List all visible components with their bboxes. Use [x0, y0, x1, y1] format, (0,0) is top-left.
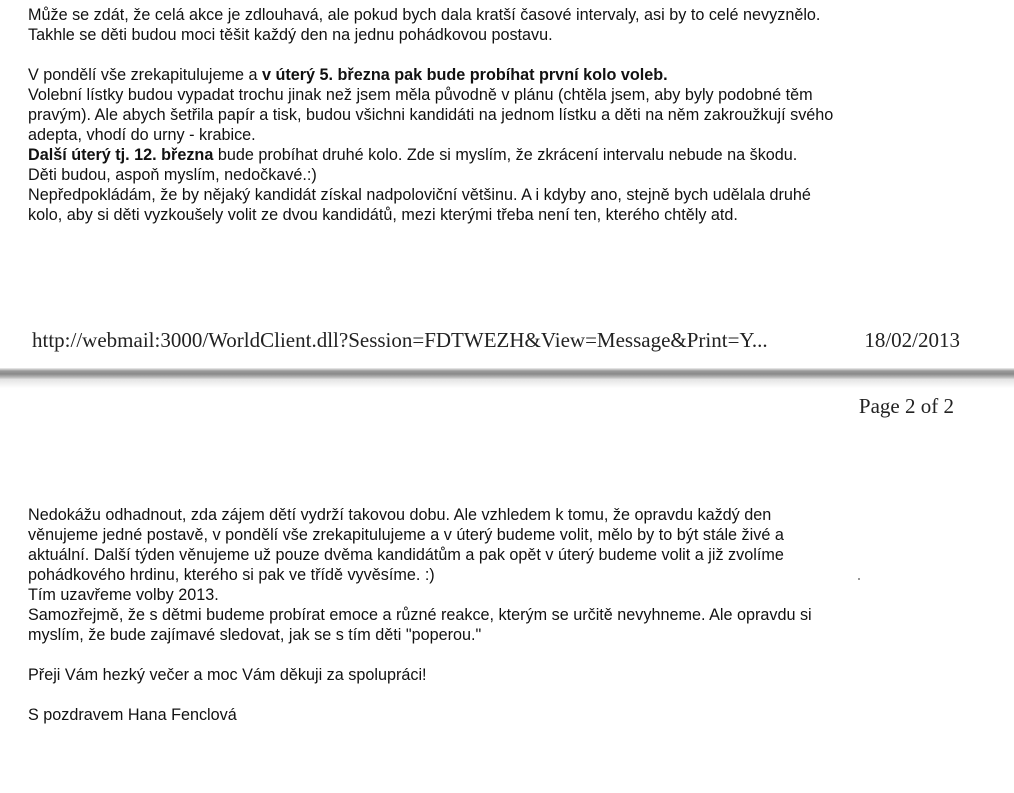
text-line: myslím, že bude zajímavé sledovat, jak se s tím děti "poperou." — [28, 626, 482, 644]
text-line: Volební lístky budou vypadat trochu jinak než jsem měla původně v plánu (chtěla jsem, aby byly podobné těm — [28, 86, 813, 104]
page-separator — [0, 368, 1014, 380]
text-line: Nepředpokládám, že by nějaký kandidát získal nadpoloviční většinu. A i kdyby ano, stejně bych udělala druhé — [28, 186, 811, 204]
thanks-line: Přeji Vám hezký večer a moc Vám děkuji za spolupráci! — [28, 666, 427, 684]
scan-shadow — [0, 380, 1014, 388]
text-line: Tím uzavřeme volby 2013. — [28, 586, 219, 604]
page-number: Page 2 of 2 — [858, 394, 954, 418]
monday-prefix: V pondělí vše zrekapitulujeme a — [28, 66, 262, 84]
page1-body-text — [28, 5, 988, 225]
signature-line: S pozdravem Hana Fenclová — [28, 706, 237, 724]
text-line: Nedokážu odhadnout, zda zájem dětí vydrží takovou dobu. Ale vzhledem k tomu, že opravdu každý den — [28, 506, 772, 524]
text-line: Děti budou, aspoň myslím, nedočkavé.:) — [28, 166, 317, 184]
second-round-line — [28, 145, 988, 165]
text-line: pohádkového hrdinu, kterého si pak ve třídě vyvěsíme. :) — [28, 566, 435, 584]
text-line: aktuální. Další týden věnujeme už pouze dvěma kandidátům a pak opět v úterý budeme volit a již zvolíme — [28, 546, 784, 564]
first-round-date: v úterý 5. března pak bude probíhat první kolo voleb. — [261, 66, 668, 84]
scan-speck — [858, 578, 860, 580]
second-round-rest: bude probíhat druhé kolo. Zde si myslím, že zkrácení intervalu nebude na škodu. — [213, 146, 798, 164]
text-line: Může se zdát, že celá akce je zdlouhavá, ale pokud bych dala kratší časové intervaly, asi by to celé nevyznělo. — [28, 6, 821, 24]
second-round-date: Další úterý tj. 12. března — [28, 146, 214, 164]
text-line: kolo, aby si děti vyzkoušely volit ze dvou kandidátů, mezi kterými třeba není ten, kterého chtěly atd. — [28, 206, 738, 224]
text-line: adepta, vhodí do urny - krabice. — [28, 126, 256, 144]
footer-date: 18/02/2013 — [864, 328, 960, 352]
text-line: Samozřejmě, že s dětmi budeme probírat emoce a různé reakce, kterým se určitě nevyhneme. Ale opravdu si — [28, 606, 812, 624]
text-line: pravým). Ale abych šetřila papír a tisk, budou všichni kandidáti na jednom lístku a děti na něm zakroužkují svého — [28, 106, 834, 124]
text-line: Takhle se děti budou moci těšit každý den na jednu pohádkovou postavu. — [28, 26, 553, 44]
footer-url: http://webmail:3000/WorldClient.dll?Session=FDTWEZH&View=Message&Print=Y... — [32, 328, 768, 352]
print-footer — [32, 328, 972, 356]
monday-line — [28, 65, 988, 85]
page2-body-text — [28, 505, 988, 725]
text-line: věnujeme jedné postavě, v pondělí vše zrekapitulujeme a v úterý budeme volit, mělo by to být stále živé a — [28, 526, 784, 544]
